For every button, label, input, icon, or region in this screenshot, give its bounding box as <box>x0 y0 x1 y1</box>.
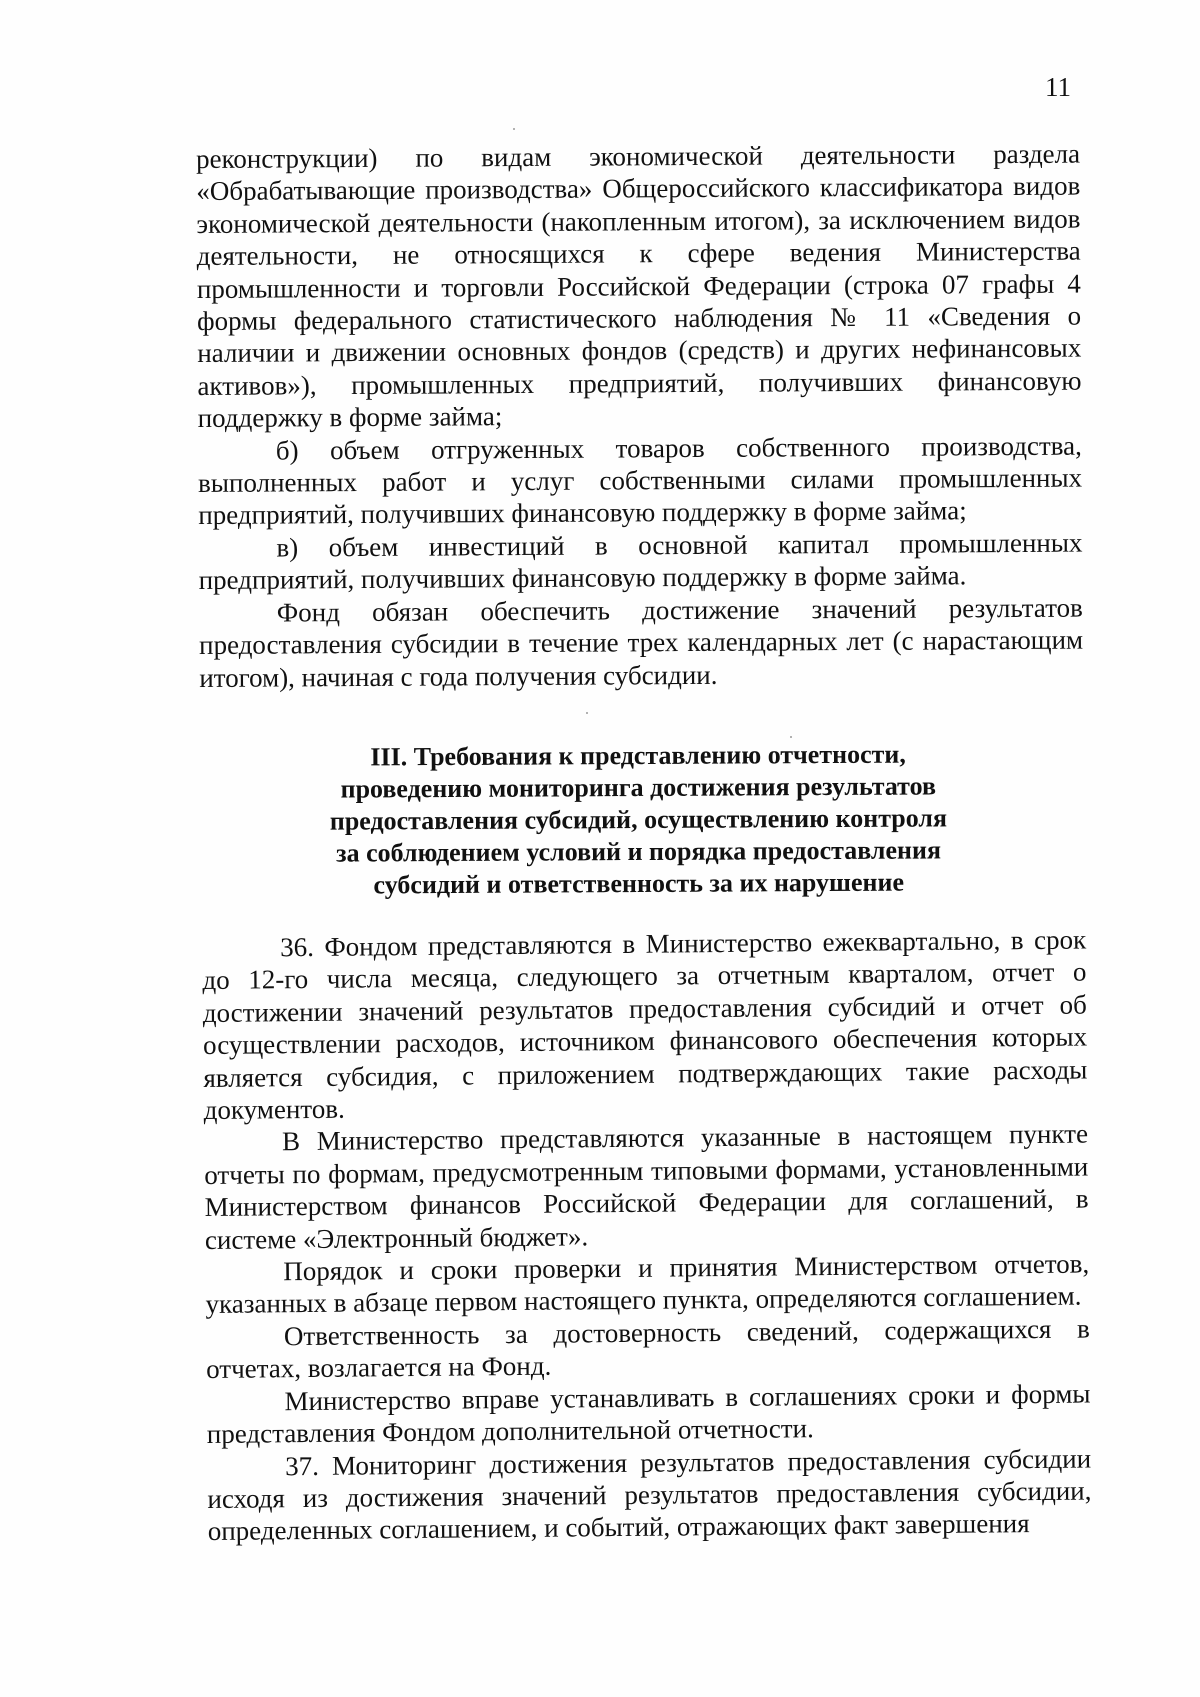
paragraph-review-procedure: Порядок и сроки проверки и принятия Министерством отчетов, указанных в абзаце первом настоящего пункта, определяются соглашением. <box>205 1248 1090 1320</box>
paragraph-item-36: 36. Фондом представляются в Министерство ежеквартально, в срок до 12-го числа месяца, следующего за отчетным кварталом, отчет о достижении значений результатов предоставления субсидий и отчет об осуществлении расходов, источником финансового обеспечения которых является субсидия, с приложением подтверждающих такие расходы документов. <box>202 924 1088 1126</box>
paragraph-additional-reporting: Министерство вправе устанавливать в соглашениях сроки и формы представления Фондом дополнительной отчетности. <box>206 1378 1091 1450</box>
paragraph-item-37: 37. Мониторинг достижения результатов предоставления субсидии исходя из достижения значений результатов предоставления субсидии, определенных соглашением, и событий, отражающих факт завершения <box>207 1442 1092 1547</box>
section-heading-line: субсидий и ответственность за их нарушение <box>373 867 905 900</box>
paragraph-item-b: б) объем отгруженных товаров собственного производства, выполненных работ и услуг собственными силами промышленных предприятий, получивших финансовую поддержку в форме займа; <box>197 430 1083 531</box>
scan-speck <box>513 128 515 130</box>
paragraph-responsibility: Ответственность за достоверность сведений, содержащихся в отчетах, возлагается на Фонд. <box>206 1313 1090 1385</box>
paragraph-continuation: реконструкции) по видам экономической деятельности раздела «Обрабатывающие производства» Общероссийского классификатора видов экономической деятельности (накопленным итогом), за исключением видов деятельности, не относящихся к сфере ведения Министерства промышленности и торговли Российской Федерации (строка 07 графы 4 формы федерального статистического наблюдения № 11 «Сведения о наличии и движении основных фондов (средств) и других нефинансовых активов»), промышленных предприятий, получивших финансовую поддержку в форме займа; <box>196 138 1082 434</box>
section-heading-line: предоставления субсидий, осуществлению контроля <box>329 803 948 836</box>
section-heading-line: проведению мониторинга достижения результатов <box>340 771 937 804</box>
paragraph-report-forms: В Министерство представляются указанные в настоящем пункте отчеты по формам, предусмотренным типовыми формами, установленными Министерством финансов Российской Федерации для соглашений, в системе «Электронный бюджет». <box>204 1118 1089 1255</box>
scan-speck <box>790 736 792 738</box>
section-heading <box>196 738 1081 903</box>
scan-speck <box>586 712 588 714</box>
section-heading-line: за соблюдением условий и порядка предоставления <box>336 835 942 868</box>
paragraph-fund-obligation: Фонд обязан обеспечить достижение значений результатов предоставления субсидии в течение трех календарных лет (с нарастающим итогом), начиная с года получения субсидии. <box>198 592 1084 693</box>
page-number: 11 <box>1045 72 1071 102</box>
paragraph-item-c: в) объем инвестиций в основной капитал промышленных предприятий, получивших финансовую поддержку в форме займа. <box>198 527 1083 596</box>
text-before-heading <box>196 138 1083 694</box>
text-after-heading <box>202 924 1092 1548</box>
section-heading-line: III. Требования к представлению отчетности, <box>370 739 906 772</box>
